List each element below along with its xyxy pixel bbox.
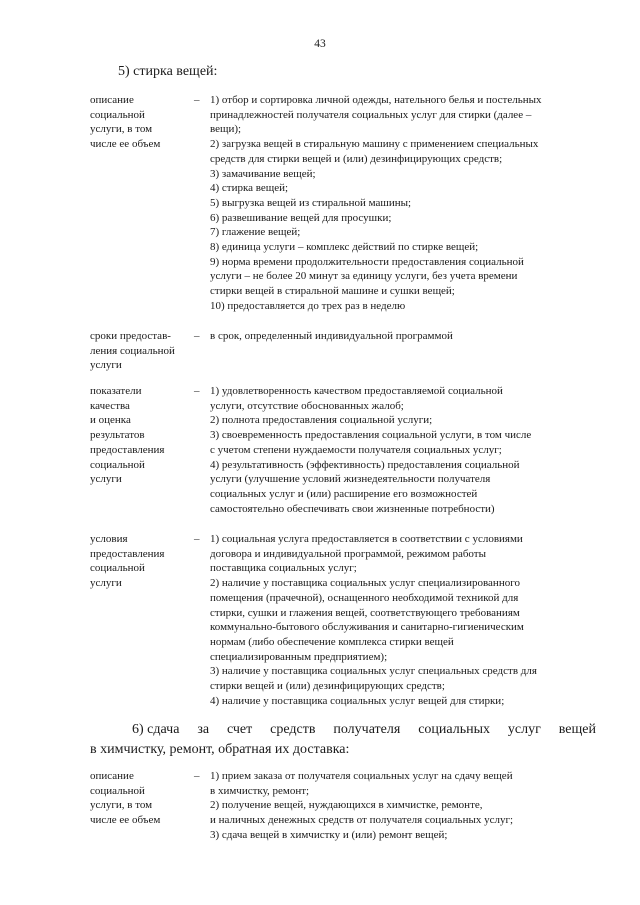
row-content-line: стирки вещей и (или) дезинфицирующих средств; xyxy=(210,680,445,693)
row-label-line: услуги, в том xyxy=(90,799,153,812)
row-label-line: услуги xyxy=(90,577,122,590)
page-number: 43 xyxy=(314,38,326,50)
row-content-line: помещения (прачечной), оснащенного необходимой техникой для xyxy=(210,591,519,604)
row-content-line: 8) единица услуги – комплекс действий по стирке вещей; xyxy=(210,241,479,254)
row-content-line: специализированным предприятием); xyxy=(210,650,388,663)
row-label-line: социальной xyxy=(90,784,145,797)
row-content-line: в срок, определенный индивидуальной программой xyxy=(210,330,453,342)
row-label-line: результатов xyxy=(90,429,145,442)
row-content-line: 4) наличие у поставщика социальных услуг вещей для стирки; xyxy=(210,694,505,707)
section-6-heading-word: средств xyxy=(270,722,316,737)
row-content-line: 10) предоставляется до трех раз в неделю xyxy=(210,299,406,312)
section-6-heading-word: социальных xyxy=(418,722,491,737)
row-label xyxy=(90,329,190,373)
row-content xyxy=(210,93,606,314)
row-label-line: услуги, в том xyxy=(90,123,153,136)
row-label xyxy=(90,532,190,591)
row-content-line: вещи); xyxy=(210,123,242,136)
row-content-line: 1) социальная услуга предоставляется в соответствии с условиями xyxy=(210,533,523,545)
row-content-line: услуги (улучшение условий жизнедеятельности получателя xyxy=(210,473,491,486)
row-content xyxy=(210,329,606,344)
row-content-line: стирки, сушки и глажения вещей, соответствующего требованиям xyxy=(210,606,520,619)
row-content-line: 4) стирка вещей; xyxy=(210,182,289,195)
row-content-line: 6) развешивание вещей для просушки; xyxy=(210,211,392,224)
row-content-line: нормам (либо обеспечение комплекса стирки вещей xyxy=(210,635,454,648)
row-label-line: качества xyxy=(90,399,130,412)
section-6-heading-word: получателя xyxy=(333,722,401,737)
row-label xyxy=(90,769,190,828)
row-label xyxy=(90,384,190,487)
row-label-line: услуги xyxy=(90,473,122,486)
row-dash: – xyxy=(194,94,200,106)
row-content-line: услуги – не более 20 минут за единицу услуги, без учета времени xyxy=(210,270,518,283)
row-content-line: поставщика социальных услуг; xyxy=(210,562,357,575)
row-dash: – xyxy=(194,385,200,397)
row-content-line: 5) выгрузка вещей из стиральной машины; xyxy=(210,196,412,209)
section-6-heading-word: за xyxy=(197,722,210,737)
row-label-line: социальной xyxy=(90,562,145,575)
section-6-heading-word: вещей xyxy=(558,722,596,737)
row-content xyxy=(210,769,606,843)
row-label-line: и оценка xyxy=(90,414,131,427)
section-6-heading-line2: в химчистку, ремонт, обратная их доставка: xyxy=(90,742,350,757)
row-label-line: услуги xyxy=(90,359,122,372)
row-label-line: предоставления xyxy=(90,443,165,456)
row-label-line: описание xyxy=(90,770,134,782)
row-content-line: 1) отбор и сортировка личной одежды, нательного белья и постельных xyxy=(210,94,542,106)
row-content-line: 3) замачивание вещей; xyxy=(210,167,316,180)
row-content-line: стирки вещей в стиральной машине и сушки вещей; xyxy=(210,285,455,298)
row-label-line: числе ее объем xyxy=(90,138,161,151)
row-content-line: самостоятельно обеспечивать свои жизненные потребности) xyxy=(210,502,495,515)
row-label-line: показатели xyxy=(90,385,142,397)
row-label-line: социальной xyxy=(90,108,145,121)
row-label-line: социальной xyxy=(90,458,145,471)
row-label xyxy=(90,93,190,152)
row-content-line: 2) полнота предоставления социальной услуги; xyxy=(210,414,433,427)
row-content-line: с учетом степени нуждаемости получателя социальных услуг; xyxy=(210,443,502,456)
row-content-line: 3) сдача вещей в химчистку и (или) ремонт вещей; xyxy=(210,828,448,841)
row-content xyxy=(210,384,606,516)
row-content-line: в химчистку, ремонт; xyxy=(210,784,310,797)
section-6-heading-word: счет xyxy=(226,722,253,737)
row-content-line: 3) наличие у поставщика социальных услуг специальных средств для xyxy=(210,665,537,678)
row-content-line: 2) наличие у поставщика социальных услуг специализированного xyxy=(210,577,520,590)
row-label-line: условия xyxy=(90,533,128,545)
row-content-line: и наличных денежных средств от получателя социальных услуг; xyxy=(210,814,514,827)
row-label-line: сроки предостав- xyxy=(90,330,171,342)
row-content-line: коммунально-бытового обслуживания и санитарно-гигиеническим xyxy=(210,621,524,634)
row-content-line: 3) своевременность предоставления социальной услуги, в том числе xyxy=(210,429,532,442)
row-content-line: принадлежностей получателя социальных услуг для стирки (далее – xyxy=(210,108,532,121)
row-label-line: описание xyxy=(90,94,134,106)
row-dash: – xyxy=(194,533,200,545)
row-label-line: предоставления xyxy=(90,547,165,560)
row-content-line: 4) результативность (эффективность) предоставления социальной xyxy=(210,458,520,471)
section-5-heading: 5) стирка вещей: xyxy=(118,64,218,79)
row-content xyxy=(210,532,606,708)
row-content-line: 2) получение вещей, нуждающихся в химчистке, ремонте, xyxy=(210,799,483,812)
row-label-line: ления социальной xyxy=(90,344,175,357)
section-6-heading xyxy=(90,720,596,760)
row-content-line: социальных услуг и (или) расширение его возможностей xyxy=(210,487,478,500)
row-content-line: 2) загрузка вещей в стиральную машину с применением специальных xyxy=(210,138,539,151)
section-6-heading-word: 6) сдача xyxy=(132,722,180,737)
row-content-line: 1) прием заказа от получателя социальных услуг на сдачу вещей xyxy=(210,770,513,782)
section-6-heading-word: услуг xyxy=(507,722,541,737)
row-content-line: услуги, отсутствие обоснованных жалоб; xyxy=(210,399,404,412)
row-content-line: 9) норма времени продолжительности предоставления социальной xyxy=(210,255,524,268)
row-content-line: 1) удовлетворенность качеством предоставляемой социальной xyxy=(210,385,503,397)
row-dash: – xyxy=(194,330,200,342)
row-content-line: средств для стирки вещей и (или) дезинфицирующих средств; xyxy=(210,152,503,165)
row-label-line: числе ее объем xyxy=(90,814,161,827)
row-content-line: 7) глажение вещей; xyxy=(210,226,301,239)
row-content-line: договора и индивидуальной программой, режимом работы xyxy=(210,547,486,560)
row-dash: – xyxy=(194,770,200,782)
